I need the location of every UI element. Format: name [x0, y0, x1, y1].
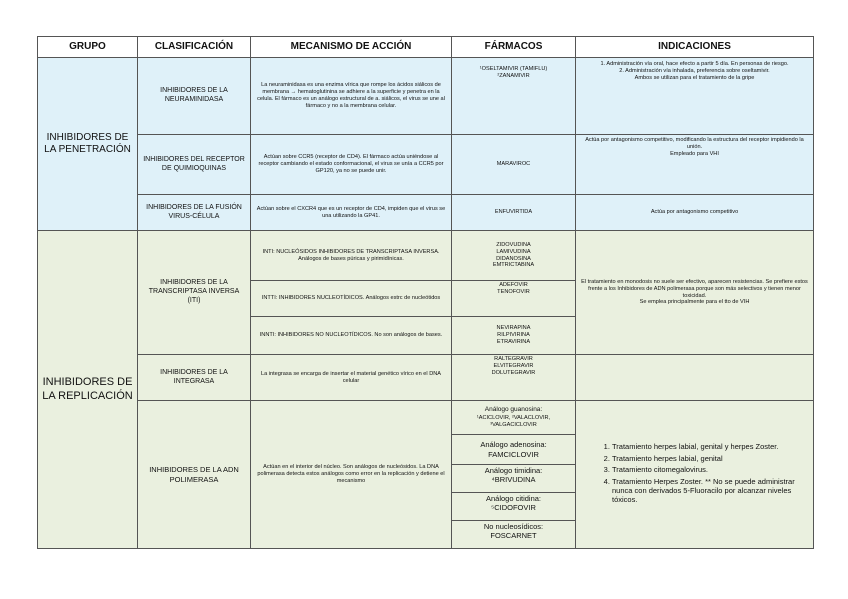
header-farmacos: FÁRMACOS: [452, 37, 576, 58]
farmacos-no-nucleosidicos: [452, 521, 575, 548]
clasificacion-integrasa: INHIBIDORES DE LA INTEGRASA: [138, 355, 251, 401]
farmaco-item: RALTEGRAVIR: [494, 356, 533, 362]
clasificacion-transcriptasa: INHIBIDORES DE LA TRANSCRIPTASA INVERSA (ITI): [138, 231, 251, 355]
farmacos-inti: [452, 231, 576, 281]
mecanismo-polimerasa: Actúan en el interior del núcleo. Son análogos de nucleósidos. La DNA polimerasa detecta estos análogos como error en la replicación y detiene el mecanismo: [251, 401, 452, 549]
farmaco-item: ADEFOVIR: [499, 282, 528, 288]
indicacion-item: 2. Administración vía inhalada, preferencia sobre oseltamivir.: [619, 67, 770, 74]
farmacos-timidina: [452, 465, 575, 493]
mecanismo-neuraminidasa: La neuraminidasa es una enzima vírica que rompe los ácidos siálicos de membrana → hematoglutinina se adhiere a la superficie y penetra en la celula. El fármaco es un análogo estructural de a. siálicos, el virus se une al fármaco y no a la membrana celular.: [251, 58, 452, 135]
farmacos-innti: [452, 317, 576, 355]
farmacos-citidina: [452, 493, 575, 521]
indicacion-item: Actúa por antagonismo competitivo, modificando la estructura del receptor impidiendo la unión.: [585, 137, 804, 150]
farmaco-item: NEVIRAPINA: [496, 325, 531, 332]
farmacos-fusion: ENFUVIRTIDA: [452, 195, 576, 231]
indicacion-item: Ambos se utilizan para el tratamiento de la gripe: [634, 74, 755, 81]
farmaco-item: ELVITEGRAVIR: [493, 362, 534, 369]
indicaciones-polimerasa: [576, 401, 814, 549]
farmaco-item: RILPIVIRINA: [497, 332, 530, 338]
indicacion-item: 3. Tratamiento citomegalovirus.: [612, 465, 809, 474]
farmaco-group-title: Análogo timidina:: [484, 466, 543, 475]
header-indicaciones: INDICACIONES: [576, 37, 814, 58]
clasificacion-quimioquinas: INHIBIDORES DEL RECEPTOR DE QUIMIOQUINAS: [138, 135, 251, 195]
farmaco-item: ETRAVIRINA: [496, 338, 531, 345]
farmaco-item: ²ZANAMIVIR: [497, 72, 530, 79]
farmaco-item: LAMIVUDINA: [496, 248, 531, 255]
row-neuraminidasa: [38, 58, 814, 135]
header-grupo: GRUPO: [38, 37, 138, 58]
farmacos-adenosina: [452, 435, 576, 465]
farmaco-group-title: No nucleosídicos:: [483, 522, 544, 531]
mecanismo-innti: INNTI: INHIBIDORES NO NUCLEOTÍDICOS. No son análogos de bases.: [251, 317, 452, 355]
antiviral-table: [37, 36, 814, 549]
clasificacion-polimerasa: INHIBIDORES DE LA ADN POLIMERASA: [138, 401, 251, 549]
farmaco-group-title: Análogo citidina:: [485, 494, 542, 503]
indicacion-item: 2. Tratamiento herpes labial, genital: [612, 454, 809, 463]
farmacos-otros: [452, 465, 576, 549]
indicaciones-fusion: Actúa por antagonismo competitivo: [576, 195, 814, 231]
farmaco-item: EMTRICTABINA: [492, 262, 535, 269]
row-transcriptasa-inti: [38, 231, 814, 281]
clasificacion-neuraminidasa: INHIBIDORES DE LA NEURAMINIDASA: [138, 58, 251, 135]
farmaco-item: ⁵CIDOFOVIR: [491, 503, 536, 513]
farmacos-quimioquinas: MARAVIROC: [452, 135, 576, 195]
farmacos-guanosina: [452, 401, 576, 435]
row-quimioquinas: [38, 135, 814, 195]
farmacos-intti: [452, 281, 576, 317]
header-mecanismo: MECANISMO DE ACCIÓN: [251, 37, 452, 58]
farmaco-item: FOSCARNET: [490, 531, 537, 541]
row-fusion: [38, 195, 814, 231]
indicaciones-transcriptasa: [576, 231, 814, 355]
indicacion-item: 1. Administración vía oral, hace efecto a partir 5 día. En personas de riesgo.: [600, 61, 789, 67]
farmaco-item: TENOFOVIR: [497, 288, 530, 295]
mecanismo-quimioquinas: Actúan sobre CCR5 (receptor de CD4). El fármaco actúa uniéndose al receptor cambiando el estado conformacional, el virus se unía a CCR5 por GP120, ya no se puede unir.: [251, 135, 452, 195]
farmaco-group-title: Análogo guanosina:: [484, 406, 543, 414]
farmacos-neuraminidasa: [452, 58, 576, 135]
farmacos-integrasa: [452, 355, 576, 401]
mecanismo-fusion: Actúan sobre el CXCR4 que es un receptor de CD4, impiden que el virus se una utilizando la GP41.: [251, 195, 452, 231]
group-penetracion: INHIBIDORES DE LA PENETRACIÓN: [38, 58, 138, 231]
indicaciones-neuraminidasa: [576, 58, 814, 135]
farmaco-item: ¹OSELTAMIVIR (TAMIFLU): [479, 66, 548, 72]
indicacion-item: El tratamiento en monodosis no suele ser efectivo, aparecen resistencias. Se prefiere estos frente a los Inhibidores de ADN polimerasa porque son más selectivos y tienen menor toxicidad.: [581, 278, 808, 299]
row-integrasa: [38, 355, 814, 401]
indicacion-item: Se emplea principalmente para el tto de VIH: [639, 299, 750, 306]
indicacion-item: 4. Tratamiento Herpes Zoster. ** No se puede administrar nunca con derivados 5-Fluoracilo por alcanzar niveles tóxicos.: [612, 477, 809, 505]
mecanismo-inti: INTI: NUCLEÓSIDOS INHIBIDORES DE TRANSCRIPTASA INVERSA. Análogos de bases púricas y pirimidínicas.: [251, 231, 452, 281]
group-replicacion: INHIBIDORES DE LA REPLICACIÓN: [38, 231, 138, 549]
row-polimerasa: [38, 401, 814, 435]
indicacion-item: 1. Tratamiento herpes labial, genital y herpes Zoster.: [612, 442, 809, 451]
indicaciones-integrasa: [576, 355, 814, 401]
indicaciones-quimioquinas: [576, 135, 814, 195]
farmaco-item: DOLUTEGRAVIR: [491, 369, 536, 376]
farmaco-item: FAMCICLOVIR: [488, 449, 539, 459]
header-clasificacion: CLASIFICACIÓN: [138, 37, 251, 58]
farmaco-item: ¹ACICLOVIR, ²VALACLOVIR, ³VALGACICLOVIR: [476, 414, 551, 428]
farmaco-item: ⁴BRIVUDINA: [491, 475, 536, 485]
indicacion-item: Empleado para VHI: [670, 150, 719, 157]
farmaco-group-title: Análogo adenosina:: [480, 440, 547, 450]
mecanismo-intti: INTTI: INHIBIDORES NUCLEOTÍDICOS. Análogos estrc de nucleótidos: [251, 281, 452, 317]
farmaco-item: DIDANOSINA: [496, 255, 531, 262]
header-row: [38, 37, 814, 58]
farmaco-item: ZIDOVUDINA: [496, 241, 531, 248]
clasificacion-fusion: INHIBIDORES DE LA FUSIÓN VIRUS-CÉLULA: [138, 195, 251, 231]
mecanismo-integrasa: La integrasa se encarga de insertar el material genético vírico en el DNA celular: [251, 355, 452, 401]
indicaciones-list: [580, 442, 809, 504]
